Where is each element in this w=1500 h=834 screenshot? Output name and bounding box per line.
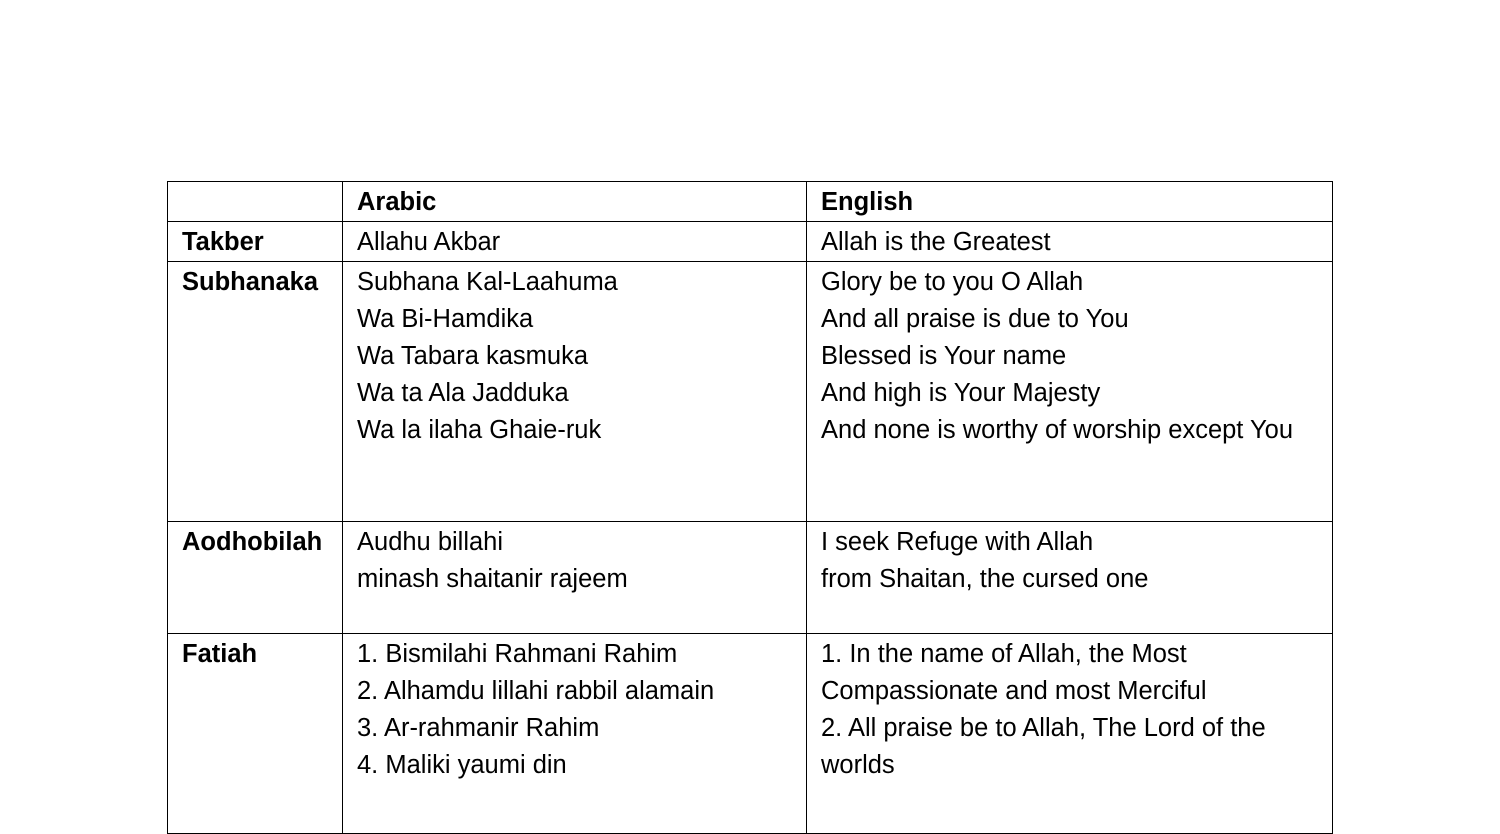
arabic-line: 1. Bismilahi Rahmani Rahim: [357, 640, 678, 668]
term-cell: Fatiah: [168, 634, 343, 834]
arabic-line: Allahu Akbar: [357, 228, 501, 256]
english-line: I seek Refuge with Allah: [821, 528, 1094, 556]
english-line: 2. All praise be to Allah, The Lord of the worlds: [821, 714, 1266, 779]
arabic-line: Wa ta Ala Jadduka: [357, 379, 569, 407]
arabic-cell: [343, 222, 807, 262]
table-row-takber: [168, 222, 1333, 262]
arabic-line: 4. Maliki yaumi din: [357, 751, 567, 779]
arabic-line: Wa la ilaha Ghaie-ruk: [357, 416, 602, 444]
arabic-line: Wa Tabara kasmuka: [357, 342, 589, 370]
header-arabic-cell: Arabic: [343, 182, 807, 222]
arabic-line: minash shaitanir rajeem: [357, 565, 628, 593]
table-row-fatiah: [168, 634, 1333, 834]
english-line: 1. In the name of Allah, the Most Compassionate and most Merciful: [821, 640, 1207, 705]
table-row-aodhobilah: [168, 522, 1333, 634]
arabic-line: Subhana Kal-Laahuma: [357, 268, 618, 296]
header-term-cell: [168, 182, 343, 222]
header-english-cell: English: [807, 182, 1333, 222]
english-line: And none is worthy of worship except You: [821, 416, 1294, 444]
term-cell: Subhanaka: [168, 262, 343, 522]
english-cell: [807, 522, 1333, 634]
arabic-cell: [343, 522, 807, 634]
english-line: And high is Your Majesty: [821, 379, 1101, 407]
english-line: Blessed is Your name: [821, 342, 1067, 370]
english-line: from Shaitan, the cursed one: [821, 565, 1149, 593]
english-line: And all praise is due to You: [821, 305, 1129, 333]
arabic-cell: [343, 262, 807, 522]
english-line: Glory be to you O Allah: [821, 268, 1084, 296]
term-cell: Takber: [168, 222, 343, 262]
english-cell: [807, 262, 1333, 522]
english-cell: [807, 222, 1333, 262]
table-row-subhanaka: [168, 262, 1333, 522]
english-cell: [807, 634, 1333, 834]
arabic-line: Audhu billahi: [357, 528, 504, 556]
arabic-line: 2. Alhamdu lillahi rabbil alamain: [357, 677, 715, 705]
prayer-translation-table: [167, 181, 1333, 834]
arabic-line: Wa Bi-Hamdika: [357, 305, 534, 333]
arabic-line: 3. Ar-rahmanir Rahim: [357, 714, 600, 742]
table-header-row: [168, 182, 1333, 222]
term-cell: Aodhobilah: [168, 522, 343, 634]
arabic-cell: [343, 634, 807, 834]
english-line: Allah is the Greatest: [821, 228, 1051, 256]
